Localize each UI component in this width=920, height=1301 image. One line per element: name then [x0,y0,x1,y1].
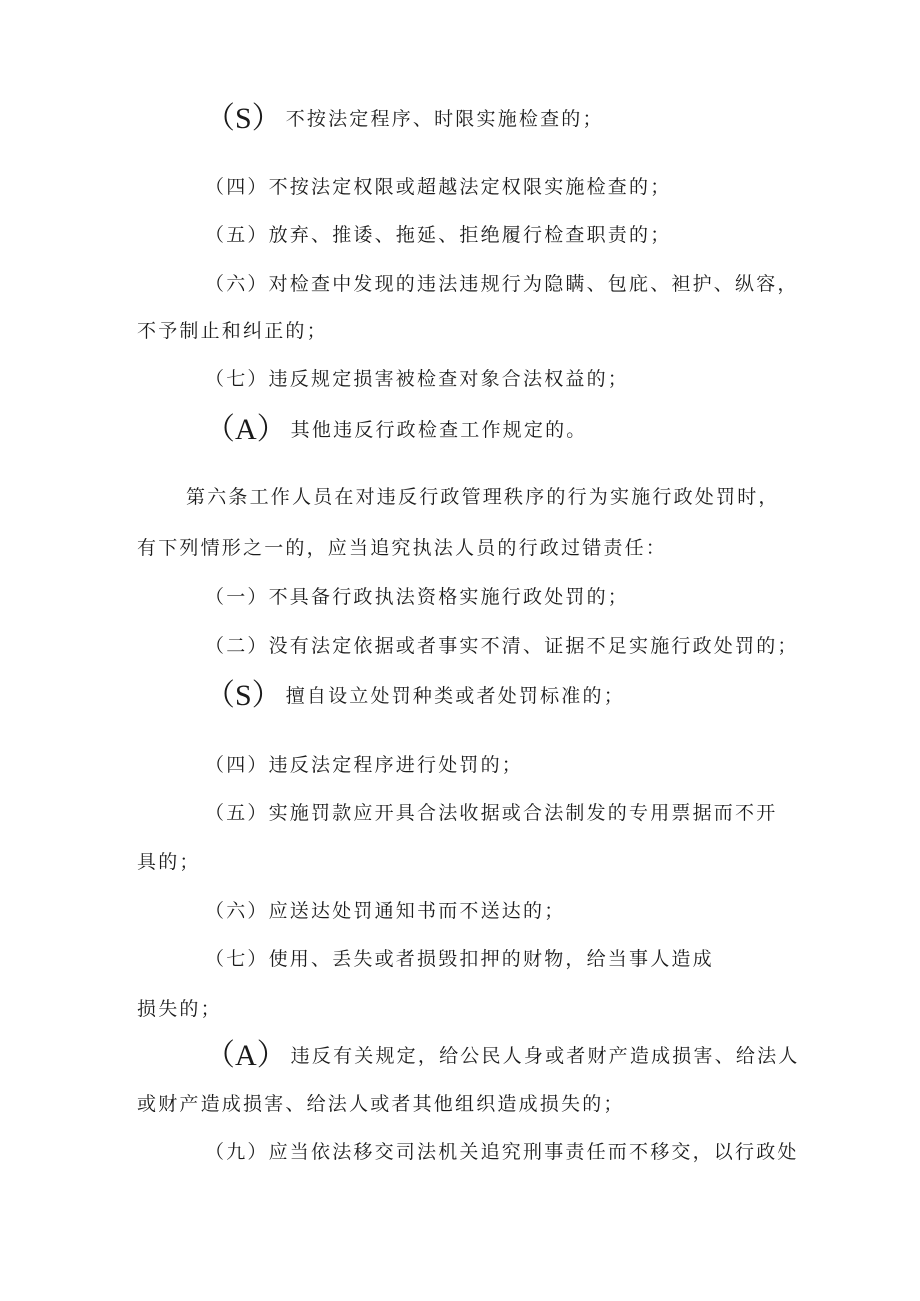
paragraph-continuation: 损失的； [137,998,222,1020]
item-marker: （S） [205,679,282,712]
paragraph-item-8b [205,1041,799,1071]
paragraph-item-5: （五）放弃、推诿、拖延、拒绝履行检查职责的； [205,224,672,246]
paragraph-item-2: （二）没有法定依据或者事实不清、证据不足实施行政处罚的； [205,635,799,657]
paragraph-continuation: 具的； [137,851,201,873]
paragraph-item-9: （九）应当依法移交司法机关追究刑事责任而不移交，以行政处 [205,1141,799,1163]
item-marker: （A） [205,413,287,446]
paragraph-item-5b: （五）实施罚款应开具合法收据或合法制发的专用票据而不开 [205,802,778,824]
item-marker: （A） [205,1039,287,1072]
paragraph-item-6: （六）对检查中发现的违法违规行为隐瞒、包庇、袒护、纵容， [205,273,799,295]
paragraph-item-3 [205,104,604,134]
paragraph-continuation: 或财产造成损害、给法人或者其他组织造成损失的； [137,1093,625,1115]
article-six-heading: 第六条工作人员在对违反行政管理秩序的行为实施行政处罚时， [186,486,780,508]
item-text: 违反有关规定，给公民人身或者财产造成损害、给法人 [290,1045,800,1067]
paragraph-item-7: （七）违反规定损害被检查对象合法权益的； [205,368,630,390]
paragraph-item-1: （一）不具备行政执法资格实施行政处罚的； [205,586,630,608]
item-text: 不按法定程序、时限实施检查的； [285,108,604,130]
paragraph-item-4: （四）不按法定权限或超越法定权限实施检查的； [205,176,672,198]
item-text: 其他违反行政检查工作规定的。 [290,419,588,441]
paragraph-continuation: 不予制止和纠正的； [137,320,328,342]
article-six-continuation: 有下列情形之一的，应当追究执法人员的行政过错责任： [137,537,668,559]
item-marker: （S） [205,102,282,135]
paragraph-item-4b: （四）违反法定程序进行处罚的； [205,754,524,776]
item-text: 擅自设立处罚种类或者处罚标准的； [285,685,625,707]
paragraph-item-6b: （六）应送达处罚通知书而不送达的； [205,900,566,922]
paragraph-item-7b: （七）使用、丢失或者损毁扣押的财物，给当事人造成 [205,948,714,970]
paragraph-item-8 [205,415,587,445]
paragraph-item-3b [205,681,625,711]
